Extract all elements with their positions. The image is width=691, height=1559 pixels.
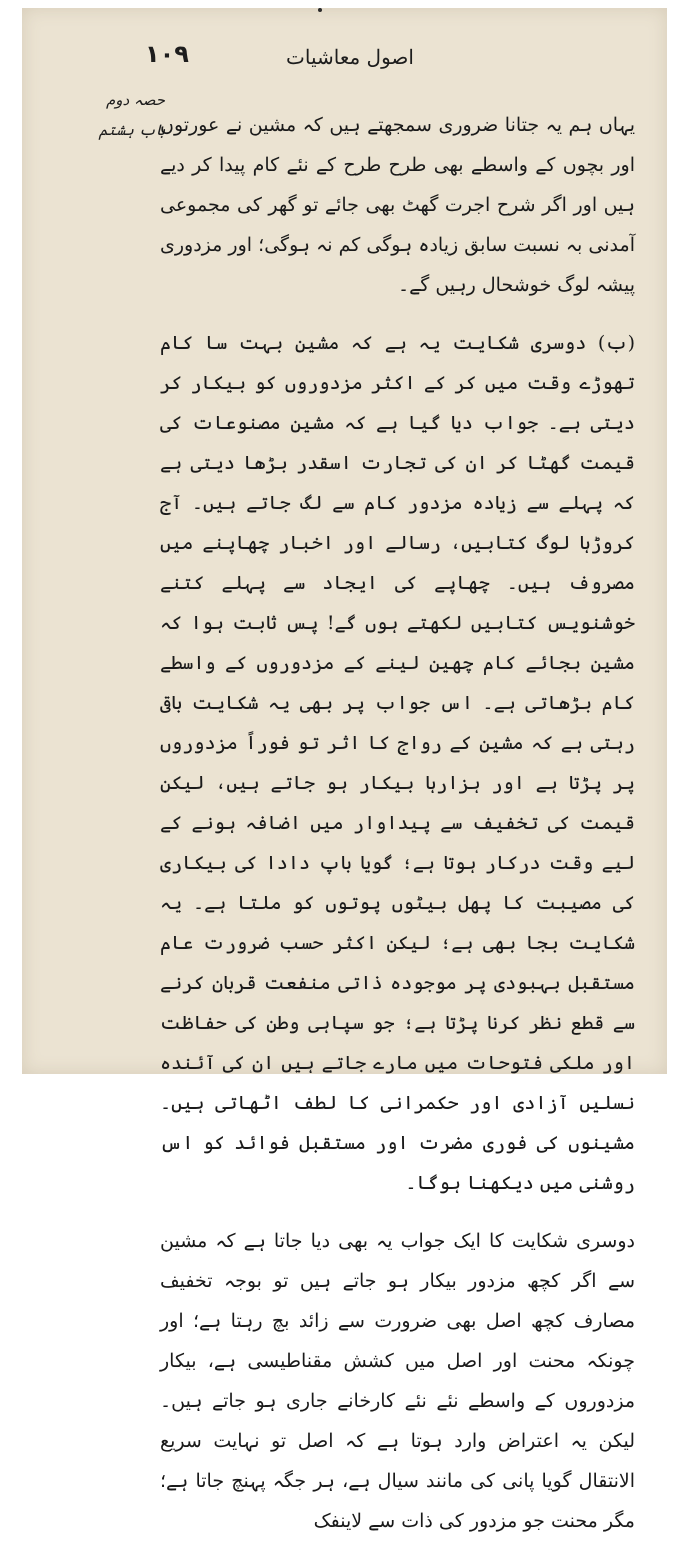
margin-chapter: باب ہشتم (98, 121, 165, 139)
paragraph-1: یہاں ہم یہ جتانا ضروری سمجھتے ہیں کہ مشین نے عورتوں اور بچوں کے واسطے بھی طرح طرح کے نئے کام پیدا کر دیے ہیں اور اگر شرح اجرت گھٹ بھی جائے تو گھر کی مجموعی آمدنی بہ نسبت سابق زیادہ ہوگی کم نہ ہوگی؛ اور مزدوری پیشہ لوگ خوشحال رہیں گے۔ (160, 114, 635, 296)
page-number: ١٠٩ (145, 40, 189, 68)
running-head: اصول معاشیات (286, 45, 414, 69)
margin-part: حصہ دوم (105, 91, 165, 109)
ink-dot (318, 8, 322, 12)
paragraph-3: دوسری شکایت کا ایک جواب یہ بھی دیا جاتا ہے کہ مشین سے اگر کچھ مزدور بیکار ہو جاتے ہیں تو بوجہ تخفیف مصارف کچھ اصل بھی ضرورت سے زائد بچ رہتا ہے؛ اور چونکہ محنت اور اصل میں کشش مقناطیسی ہے، بیکار مزدوروں کے واسطے نئے نئے کارخانے جاری ہو جاتے ہیں۔ لیکن یہ اعتراض وارد ہوتا ہے کہ اصل تو نہایت سریع الانتقال گویا پانی کی مانند سیال ہے، ہر جگہ پہنچ جاتا ہے؛ مگر محنت جو مزدور کی ذات سے لاینفک (160, 1230, 635, 1532)
body-text (160, 105, 635, 1559)
paragraph-2: (ب) دوسری شکایت یہ ہے کہ مشین بہت سا کام تھوڑے وقت میں کر کے اکثر مزدوروں کو بیکار کر دیتی ہے۔ جواب دیا گیا ہے کہ مشین مصنوعات کی قیمت گھٹا کر ان کی تجارت اسقدر بڑھا دیتی ہے کہ پہلے سے زیادہ مزدور کام سے لگ جاتے ہیں۔ آج کروڑہا لوگ کتابیں، رسالے اور اخبار چھاپنے میں مصروف ہیں۔ چھاپے کی ایجاد سے پہلے کتنے خوشنویس کتابیں لکھتے ہوں گے! پس ثابت ہوا کہ مشین بجائے کام چھین لینے کے مزدوروں کے واسطے کام بڑھاتی ہے۔ اس جواب پر بھی یہ شکایت باقی رہتی ہے کہ مشین کے رواج کا اثر تو فوراً مزدوروں پر پڑتا ہے اور ہزارہا بیکار ہو جاتے ہیں، لیکن قیمت کی تخفیف سے پیداوار میں اضافہ ہونے کے لیے وقت درکار ہوتا ہے؛ گویا باپ دادا کی بیکاری کی مصیبت کا پھل بیٹوں پوتوں کو ملتا ہے۔ یہ شکایت بجا بھی ہے؛ لیکن اکثر حسب ضرورت عام مستقبل بہبودی پر موجودہ ذاتی منفعت قربان کرنے سے قطع نظر کرنا پڑتا ہے؛ جو سپاہی وطن کی حفاظت اور ملکی فتوحات میں مارے جاتے ہیں ان کی آئندہ نسلیں آزادی اور حکمرانی کا لطف اٹھاتی ہیں۔ مشینوں کی فوری مضرت اور مستقبل فوائد کو اس روشنی میں دیکھنا ہوگا۔ (160, 332, 635, 1194)
margin-notes (55, 85, 165, 145)
